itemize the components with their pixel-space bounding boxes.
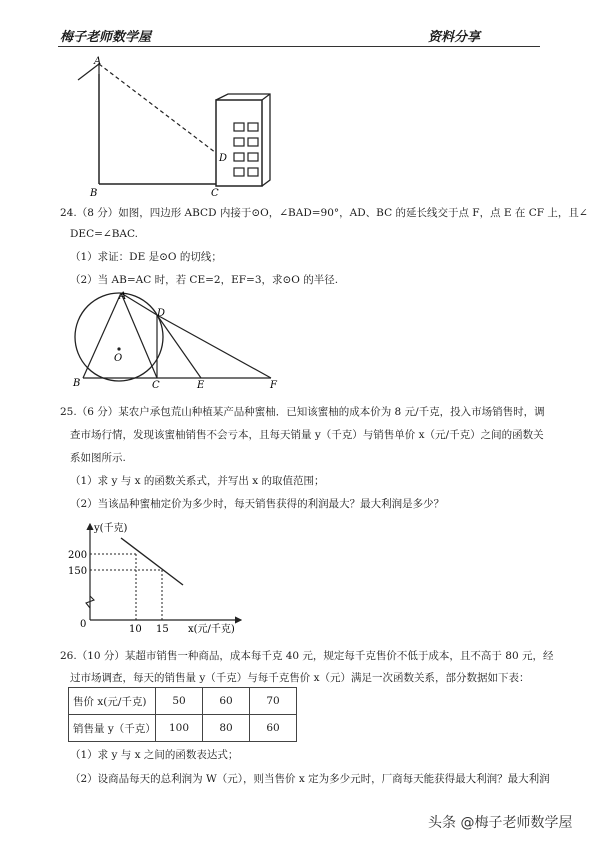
- q25-sub1: （1）求 y 与 x 的函数关系式，并写出 x 的取值范围；: [70, 475, 325, 487]
- table-cell: 50: [156, 688, 203, 715]
- q25-line1: 25.（6 分）某农户承包荒山种植某产品种蜜柚．已知该蜜柚的成本价为 8 元/千克，投入市场销售时，调: [60, 406, 545, 418]
- table-cell: 60: [203, 688, 250, 715]
- q26-line1: 26.（10 分）某超市销售一种商品，成本每千克 40 元，规定每千克售价不低于成本，且不高于 80 元，经: [60, 650, 554, 662]
- q24-line1: 24.（8 分）如图，四边形 ABCD 内接于⊙O，∠BAD=90°，AD、BC 的延长线交于点 F，点 E 在 CF 上，且∠: [60, 207, 588, 219]
- label-B: B: [90, 188, 98, 199]
- q24-sub1: （1）求证：DE 是⊙O 的切线；: [70, 251, 222, 263]
- q26-line2: 过市场调查，每天的销售量 y（千克）与每千克售价 x（元）满足一次函数关系，部分数据如下表：: [70, 672, 530, 684]
- watermark: 头条 @梅子老师数学屋: [428, 815, 573, 831]
- x-tick-15: 15: [156, 624, 169, 635]
- table-cell: 80: [203, 715, 250, 742]
- label-D: D: [157, 308, 166, 319]
- label-C: C: [211, 188, 219, 199]
- label-B: B: [73, 378, 81, 389]
- label-C: C: [152, 380, 160, 391]
- table-row: [69, 715, 297, 742]
- origin-label: 0: [80, 619, 87, 630]
- header-left-title: 梅子老师数学屋: [60, 30, 152, 45]
- label-E: E: [197, 380, 205, 391]
- x-axis-label: x(元/千克): [188, 624, 235, 635]
- label-F: F: [270, 380, 277, 391]
- q25-sub2: （2）当该品种蜜柚定价为多少时，每天销售获得的利润最大？最大利润是多少？: [70, 498, 445, 510]
- label-A: A: [119, 291, 127, 302]
- data-table: [68, 687, 297, 742]
- q25-line2: 查市场行情，发现该蜜柚销售不会亏本，且每天销量 y（千克）与销售单价 x（元/千克）之间的函数关: [70, 429, 544, 441]
- sales-graph: [66, 518, 256, 638]
- table-row-header: 销售量 y（千克）: [69, 715, 156, 742]
- table-row: [69, 688, 297, 715]
- y-tick-200: 200: [68, 550, 88, 561]
- label-A: A: [94, 56, 102, 67]
- table-cell: 60: [250, 715, 297, 742]
- q24-sub2: （2）当 AB=AC 时，若 CE=2，EF=3，求⊙O 的半径.: [70, 274, 339, 286]
- y-tick-150: 150: [68, 566, 88, 577]
- label-D: D: [219, 153, 228, 164]
- label-O: O: [114, 353, 123, 364]
- header-divider: [58, 46, 540, 47]
- table-cell: 70: [250, 688, 297, 715]
- q24-line2: DEC=∠BAC.: [70, 228, 139, 240]
- table-row-header: 售价 x(元/千克): [69, 688, 156, 715]
- x-tick-10: 10: [129, 624, 142, 635]
- q26-sub2: （2）设商品每天的总利润为 W（元），则当售价 x 定为多少元时，厂商每天能获得最大利润？最大利润: [70, 773, 550, 785]
- q26-sub1: （1）求 y 与 x 之间的函数表达式；: [70, 749, 239, 761]
- circle-figure: [66, 290, 286, 392]
- header-right-title: 资料分享: [428, 30, 481, 45]
- q25-line3: 系如图所示.: [70, 452, 126, 464]
- table-cell: 100: [156, 715, 203, 742]
- y-axis-label: y(千克): [94, 523, 128, 534]
- building-figure: [60, 50, 290, 200]
